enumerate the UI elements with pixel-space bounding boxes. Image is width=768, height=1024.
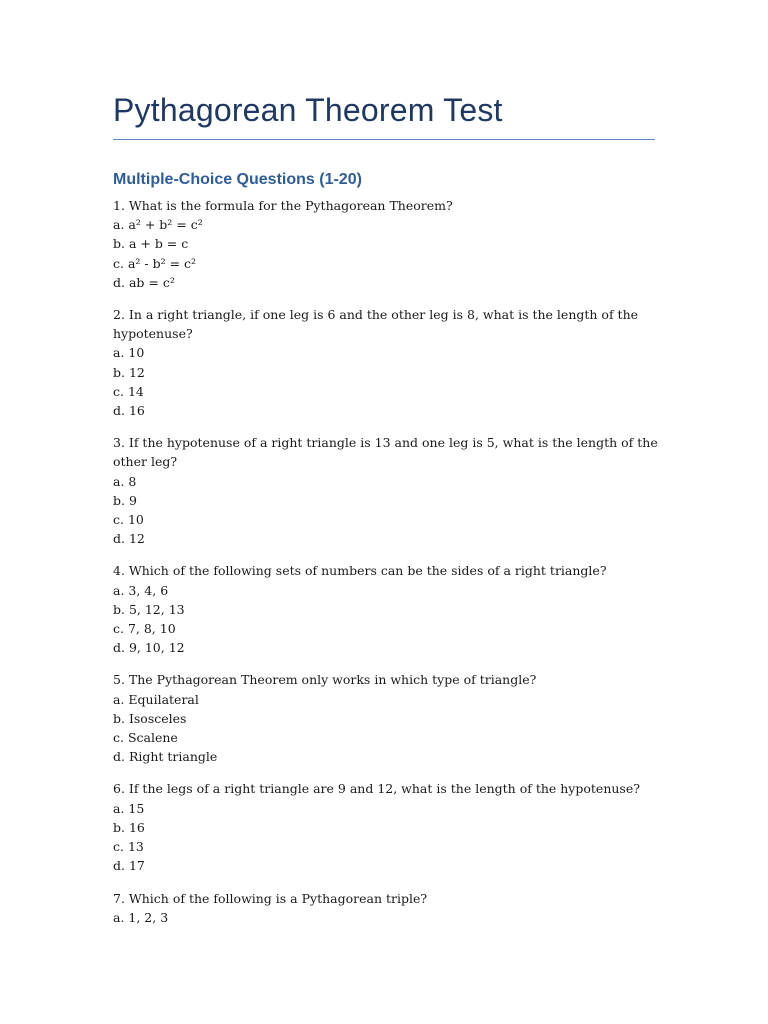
- answer-option: b. 5, 12, 13: [113, 601, 185, 617]
- answer-option: a. 1, 2, 3: [113, 909, 169, 925]
- question-3: [113, 433, 658, 548]
- answer-option: d. 9, 10, 12: [113, 640, 185, 656]
- question-7: [113, 889, 658, 927]
- answer-option: d. ab = c²: [113, 274, 175, 290]
- question-text: 5. The Pythagorean Theorem only works in which type of triangle?: [113, 672, 537, 688]
- answer-option: c. Scalene: [113, 730, 178, 746]
- answer-option: c. a² - b² = c²: [113, 255, 197, 271]
- question-6: [113, 779, 658, 875]
- question-4: [113, 561, 658, 657]
- question-list: [113, 196, 658, 940]
- answer-option: c. 10: [113, 512, 144, 528]
- question-5: [113, 670, 658, 766]
- question-text: 6. If the legs of a right triangle are 9 and 12, what is the length of the hypotenuse?: [113, 781, 640, 797]
- question-text: 7. Which of the following is a Pythagorean triple?: [113, 890, 428, 906]
- answer-option: c. 13: [113, 839, 144, 855]
- answer-option: d. 17: [113, 858, 145, 874]
- question-text: 3. If the hypotenuse of a right triangle is 13 and one leg is 5, what is the length of the other leg?: [113, 435, 658, 470]
- answer-option: b. a + b = c: [113, 236, 189, 252]
- answer-option: c. 7, 8, 10: [113, 621, 176, 637]
- answer-option: b. Isosceles: [113, 710, 187, 726]
- answer-option: d. 16: [113, 403, 145, 419]
- answer-option: a. 8: [113, 473, 137, 489]
- answer-option: c. 14: [113, 383, 144, 399]
- answer-option: a. 15: [113, 800, 145, 816]
- answer-option: a. Equilateral: [113, 691, 199, 707]
- question-2: [113, 305, 658, 420]
- question-text: 1. What is the formula for the Pythagorean Theorem?: [113, 198, 453, 213]
- question-text: 2. In a right triangle, if one leg is 6 and the other leg is 8, what is the length of the hypotenuse?: [113, 307, 639, 342]
- answer-option: a. 3, 4, 6: [113, 582, 169, 598]
- answer-option: d. 12: [113, 531, 145, 547]
- title-underline: [113, 139, 655, 140]
- question-1: [113, 196, 658, 292]
- question-text: 4. Which of the following sets of numbers can be the sides of a right triangle?: [113, 563, 607, 579]
- section-heading: Multiple-Choice Questions (1-20): [113, 171, 362, 188]
- answer-option: b. 9: [113, 492, 137, 508]
- answer-option: d. Right triangle: [113, 749, 218, 765]
- answer-option: b. 12: [113, 364, 145, 380]
- answer-option: a. a² + b² = c²: [113, 217, 203, 233]
- answer-option: a. 10: [113, 345, 145, 361]
- answer-option: b. 16: [113, 819, 145, 835]
- document-title: Pythagorean Theorem Test: [113, 92, 503, 128]
